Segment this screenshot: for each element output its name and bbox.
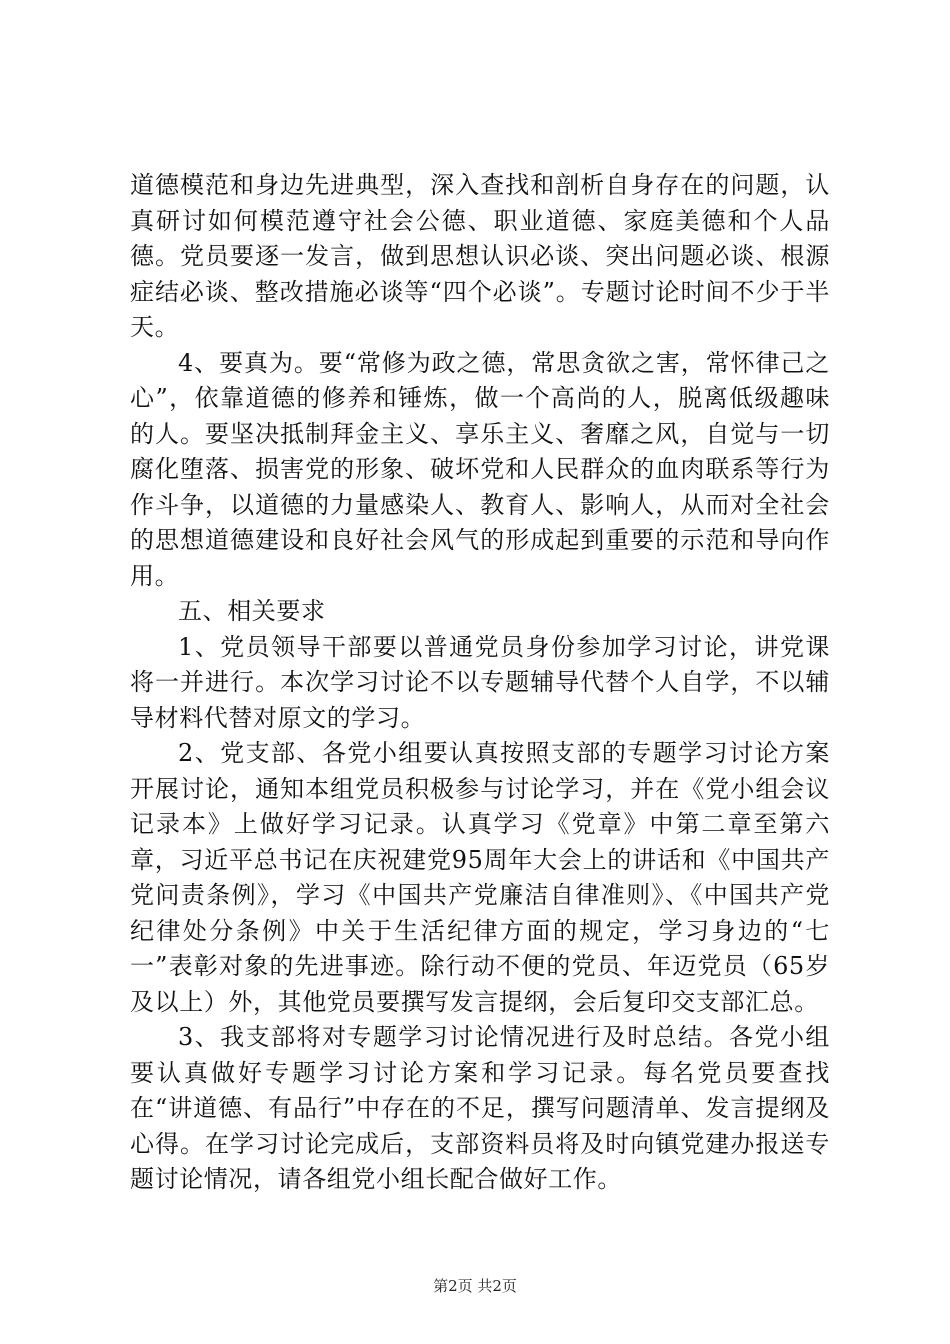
paragraph-requirement-3: 3、我支部将对专题学习讨论情况进行及时总结。各党小组要认真做好专题学习讨论方案和学习记录。每名党员要查找在“讲道德、有品行”中存在的不足，撰写问题清单、发言提纲及心得。在学习讨论完成后，支部资料员将及时向镇党建办报送专题讨论情况，请各组党小组长配合做好工作。 [130,1023,830,1193]
page-footer [0,1276,950,1296]
page-number-label: 第2页 共2页 [433,1277,517,1295]
paragraph-continued-moral-models: 道德模范和身边先进典型，深入查找和剖析自身存在的问题，认真研讨如何模范遵守社会公德、职业道德、家庭美德和个人品德。党员要逐一发言，做到思想认识必谈、突出问题必谈、根源症结必谈、整改措施必谈等“四个必谈”。专题讨论时间不少于半天。 [130,171,830,341]
section-heading-requirements: 五、相关要求 [178,597,326,625]
paragraph-requirement-1: 1、党员领导干部要以普通党员身份参加学习讨论，讲党课将一并进行。本次学习讨论不以专题辅导代替个人自学，不以辅导材料代替对原文的学习。 [130,632,830,732]
paragraph-requirement-2: 2、党支部、各党小组要认真按照支部的专题学习讨论方案开展讨论，通知本组党员积极参与讨论学习，并在《党小组会议记录本》上做好学习记录。认真学习《党章》中第二章至第六章，习近平总书记在庆祝建党95周年大会上的讲话和《中国共产党问责条例》，学习《中国共产党廉洁自律准则》、《中国共产党纪律处分条例》中关于生活纪律方面的规定，学习身边的“七一”表彰对象的先进事迹。除行动不便的党员、年迈党员（65岁及以上）外，其他党员要撰写发言提纲，会后复印交支部汇总。 [130,739,830,1016]
paragraph-item-4: 4、要真为。要“常修为政之德，常思贪欲之害，常怀律己之心”，依靠道德的修养和锤炼，做一个高尚的人，脱离低级趣味的人。要坚决抵制拜金主义、享乐主义、奢靡之风，自觉与一切腐化堕落、损害党的形象、破坏党和人民群众的血肉联系等行为作斗争，以道德的力量感染人、教育人、影响人，从而对全社会的思想道德建设和良好社会风气的形成起到重要的示范和导向作用。 [130,348,830,590]
document-body [130,168,830,1198]
